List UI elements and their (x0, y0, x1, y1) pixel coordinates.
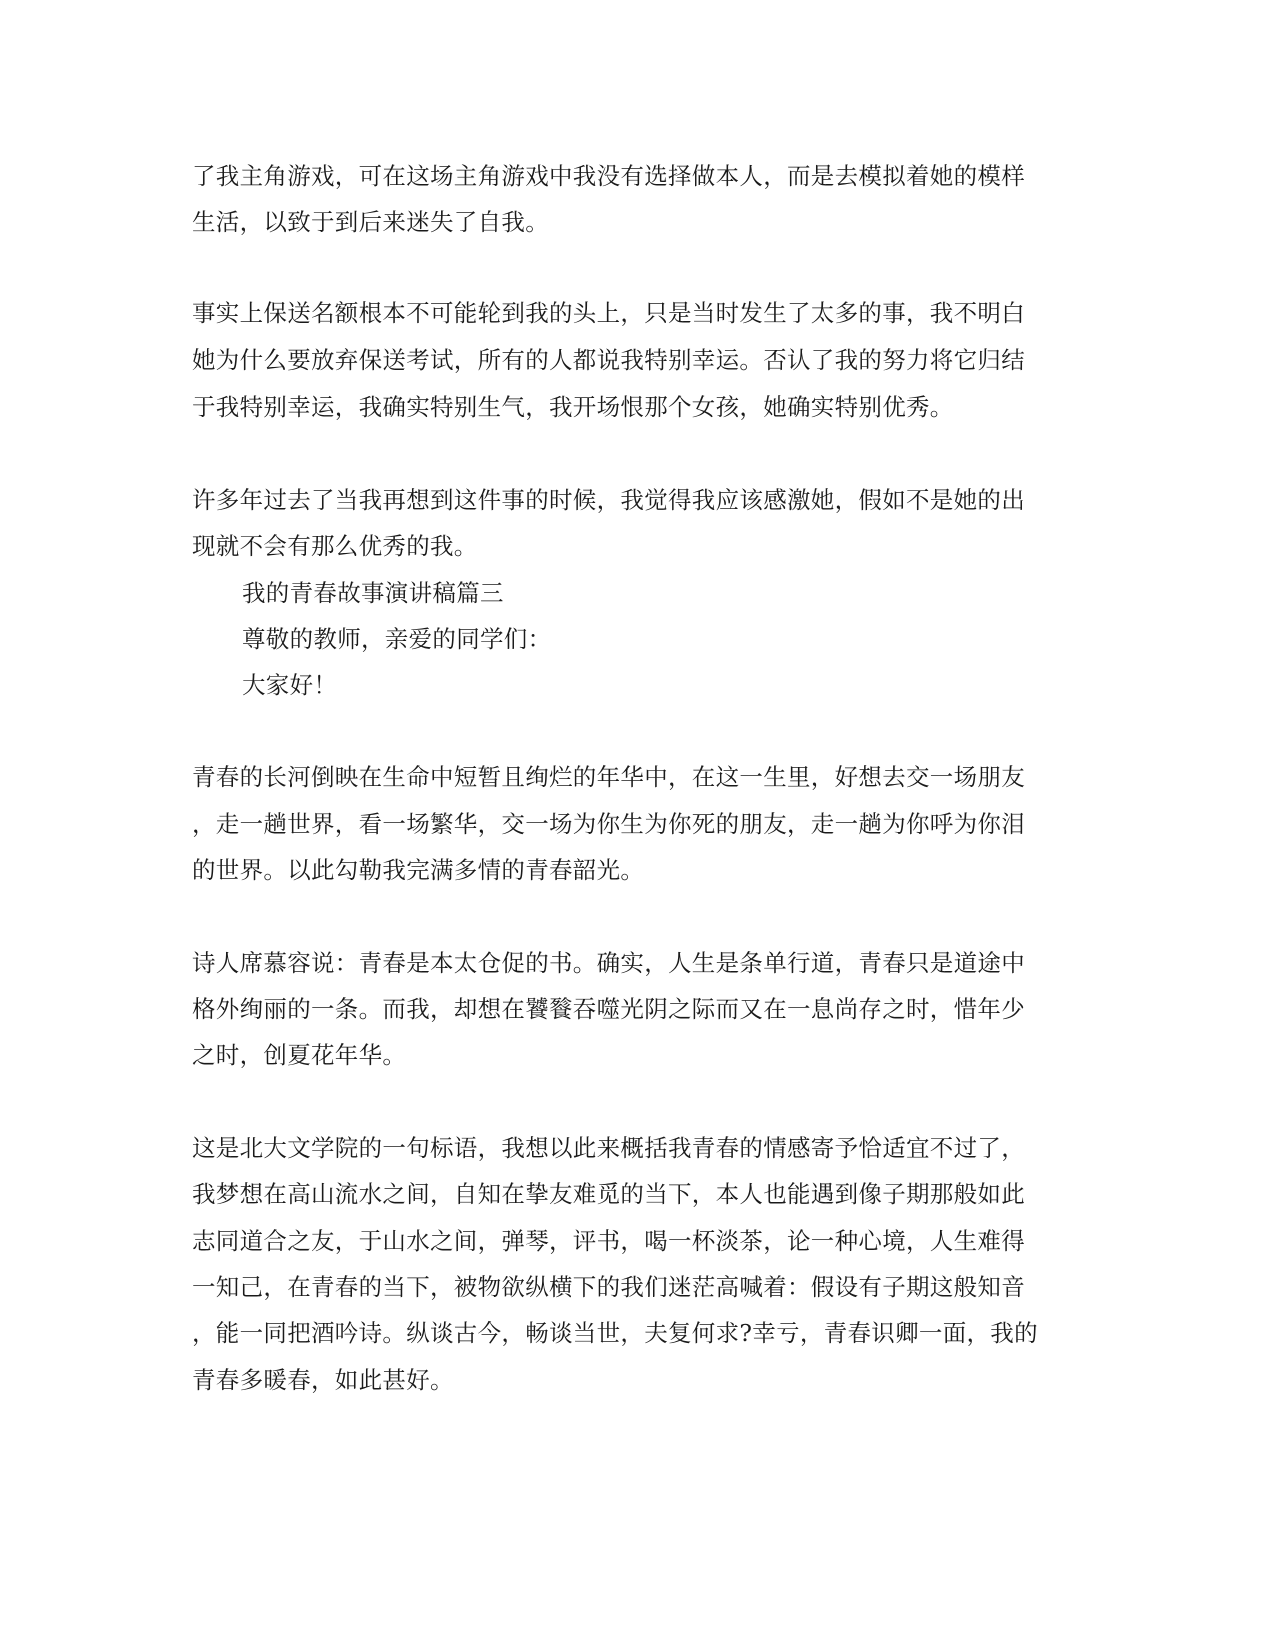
text-line: ，走一趟世界，看一场繁华，交一场为你生为你死的朋友，走一趟为你呼为你泪 (192, 810, 1025, 838)
text-line: 事实上保送名额根本不可能轮到我的头上，只是当时发生了太多的事，我不明白 (192, 299, 1025, 327)
section-heading: 我的青春故事演讲稿篇三 (242, 579, 504, 607)
text-line: 她为什么要放弃保送考试，所有的人都说我特别幸运。否认了我的努力将它归结 (192, 346, 1025, 374)
text-line: 生活，以致于到后来迷失了自我。 (192, 208, 549, 236)
text-line: 这是北大文学院的一句标语，我想以此来概括我青春的情感寄予恰适宜不过了， (192, 1134, 1025, 1162)
text-line: 现就不会有那么优秀的我。 (192, 532, 478, 560)
text-line: 一知己，在青春的当下，被物欲纵横下的我们迷茫高喊着：假设有子期这般知音 (192, 1273, 1025, 1301)
greeting: 大家好！ (242, 671, 338, 699)
text-line: 之时，创夏花年华。 (192, 1041, 407, 1069)
text-line: 了我主角游戏，可在这场主角游戏中我没有选择做本人，而是去模拟着她的模样 (192, 162, 1025, 190)
text-line: 的世界。以此勾勒我完满多情的青春韶光。 (192, 856, 645, 884)
text-line: 诗人席慕容说：青春是本太仓促的书。确实，人生是条单行道，青春只是道途中 (192, 949, 1025, 977)
text-line: ，能一同把酒吟诗。纵谈古今，畅谈当世，夫复何求?幸亏，青春识卿一面，我的 (192, 1319, 1038, 1347)
text-line: 青春多暖春，如此甚好。 (192, 1366, 454, 1394)
text-line: 格外绚丽的一条。而我，却想在饕餮吞噬光阴之际而又在一息尚存之时，惜年少 (192, 995, 1025, 1023)
text-line: 志同道合之友，于山水之间，弹琴，评书，喝一杯淡茶，论一种心境，人生难得 (192, 1227, 1025, 1255)
salutation: 尊敬的教师，亲爱的同学们： (242, 625, 552, 653)
text-line: 于我特别幸运，我确实特别生气，我开场恨那个女孩，她确实特别优秀。 (192, 393, 954, 421)
text-line: 许多年过去了当我再想到这件事的时候，我觉得我应该感激她，假如不是她的出 (192, 486, 1025, 514)
text-line: 青春的长河倒映在生命中短暂且绚烂的年华中，在这一生里，好想去交一场朋友 (192, 763, 1025, 791)
text-line: 我梦想在高山流水之间，自知在挚友难觅的当下，本人也能遇到像子期那般如此 (192, 1180, 1025, 1208)
